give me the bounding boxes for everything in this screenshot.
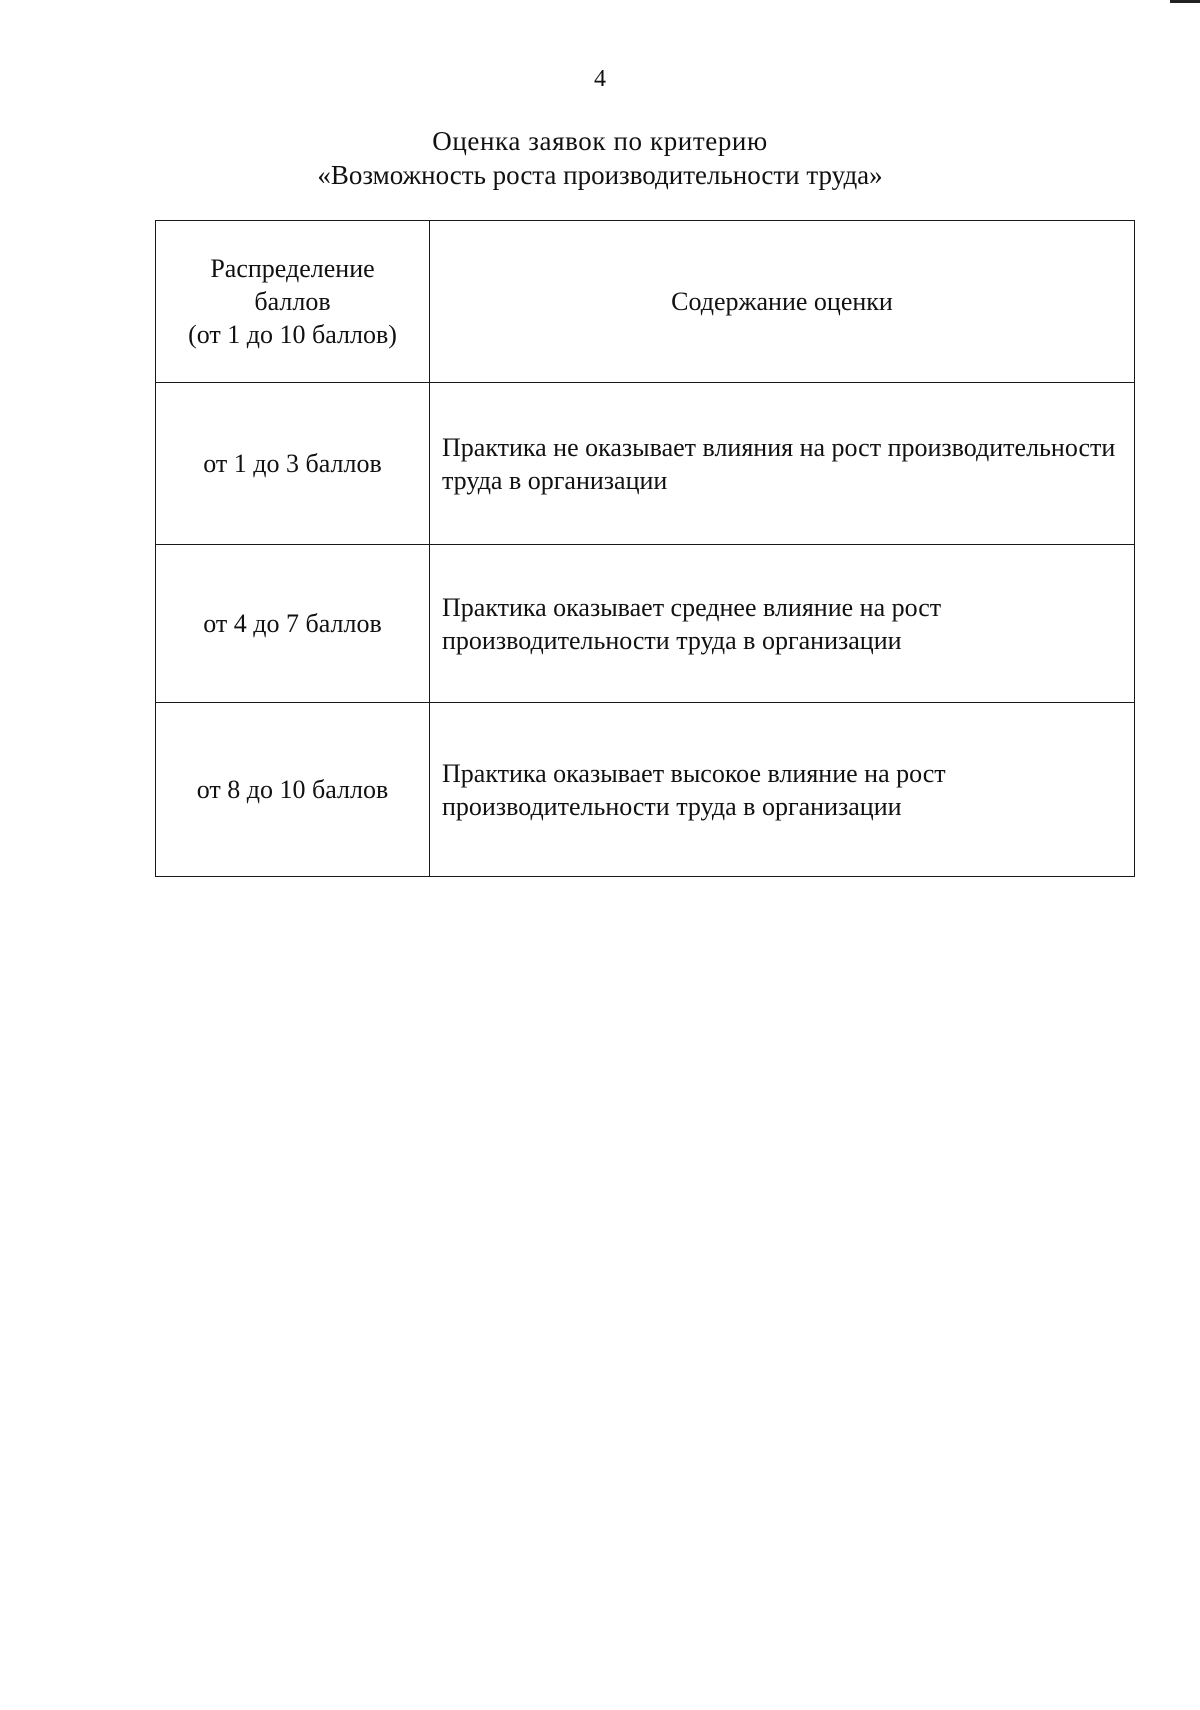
criteria-table — [155, 220, 1135, 877]
assessment-description-cell: Практика оказывает среднее влияние на рост производительности труда в организации — [430, 545, 1135, 703]
page-number: 4 — [594, 66, 606, 92]
header-score-line: баллов — [254, 287, 331, 316]
table-row — [156, 703, 1135, 877]
header-score-distribution — [156, 221, 430, 383]
assessment-description-cell: Практика оказывает высокое влияние на рост производительности труда в организации — [430, 703, 1135, 877]
score-range-cell: от 1 до 3 баллов — [156, 383, 430, 545]
title-line-1: Оценка заявок по критерию — [432, 126, 768, 156]
title-line-2: «Возможность роста производительности труда» — [317, 160, 883, 190]
score-range-cell: от 4 до 7 баллов — [156, 545, 430, 703]
table-header-row — [156, 221, 1135, 383]
header-assessment-content: Содержание оценки — [430, 221, 1135, 383]
header-score-line: Распределение — [210, 254, 375, 283]
score-range-cell: от 8 до 10 баллов — [156, 703, 430, 877]
table-row — [156, 545, 1135, 703]
document-title — [0, 124, 1200, 192]
assessment-description-cell: Практика не оказывает влияния на рост производительности труда в организации — [430, 383, 1135, 545]
header-score-line: (от 1 до 10 баллов) — [188, 320, 397, 349]
scan-edge-mark — [1170, 0, 1200, 3]
table-row — [156, 383, 1135, 545]
